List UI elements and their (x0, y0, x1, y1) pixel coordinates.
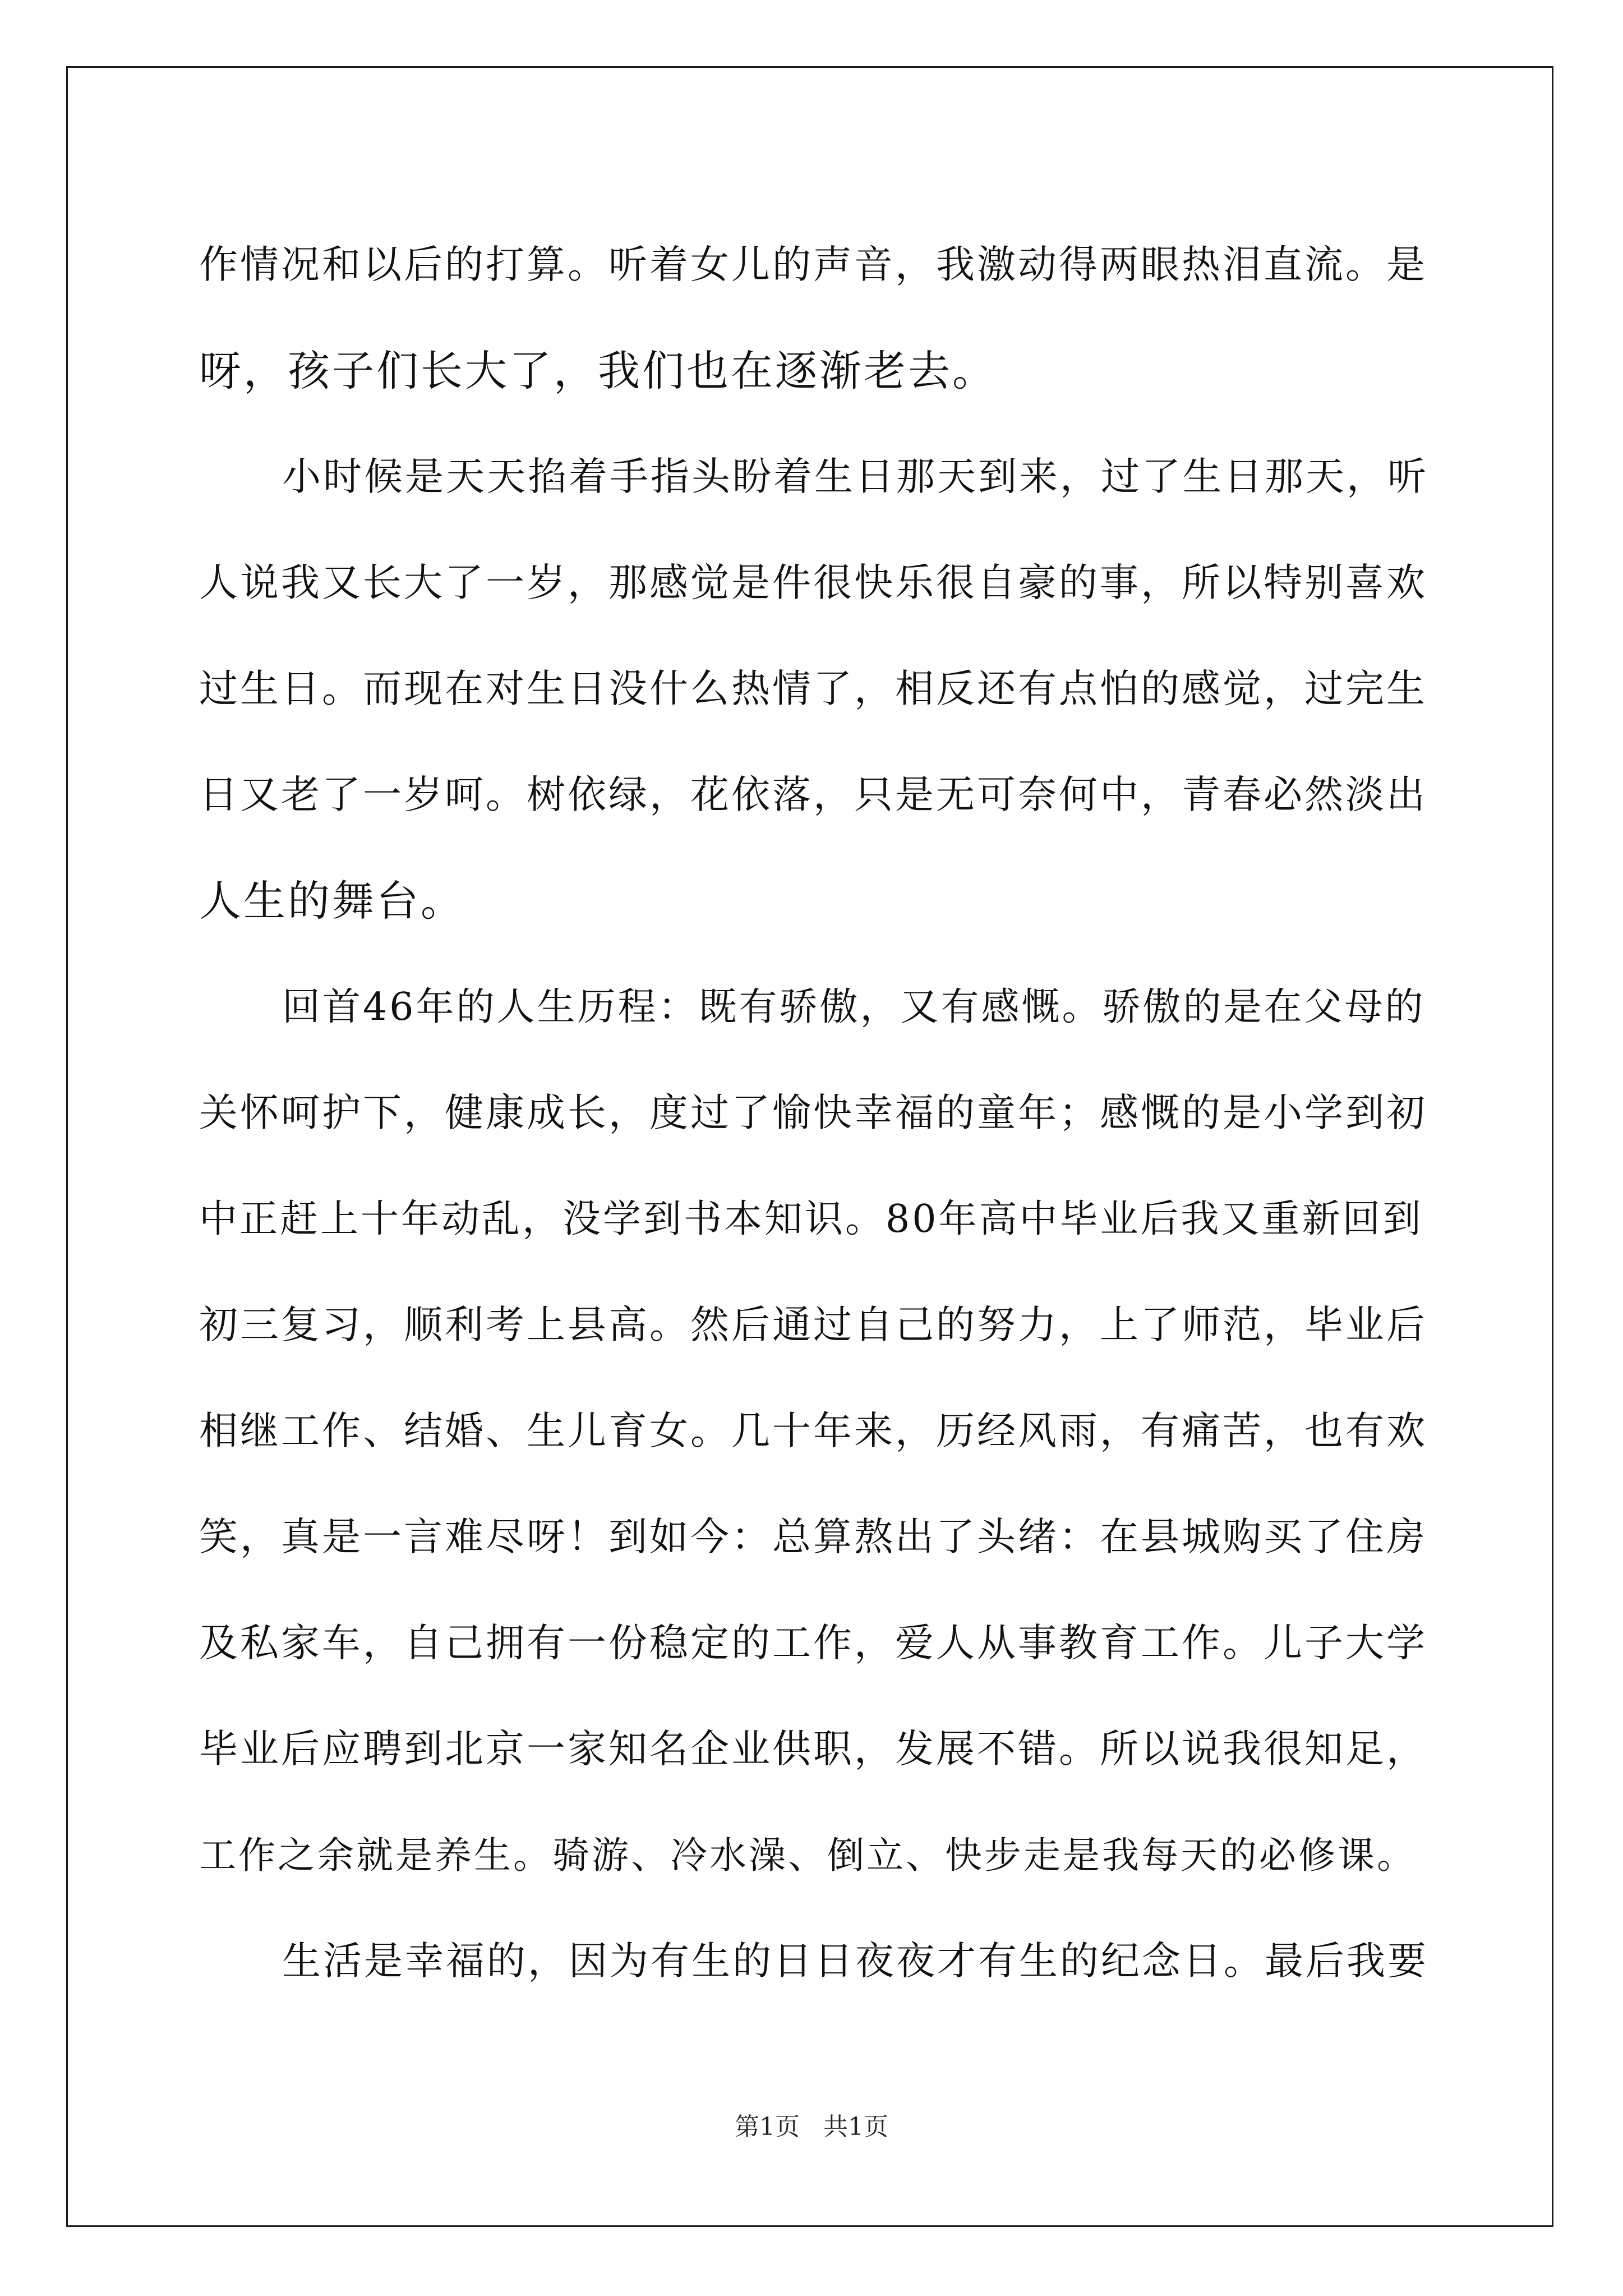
text-line: 相继工作、结婚、生儿育女。几十年来，历经风雨，有痛苦，也有欢 (199, 1409, 1427, 1453)
text-line: 中正赶上十年动乱，没学到书本知识。80年高中毕业后我又重新回到 (199, 1197, 1423, 1241)
text-line: 工作之余就是养生。骑游、冷水澡、倒立、快步走是我每天的必修课。 (199, 1834, 1416, 1877)
text-line: 及私家车，自己拥有一份稳定的工作，爱人从事教育工作。儿子大学 (199, 1621, 1427, 1665)
text-line: 回首46年的人生历程：既有骄傲，又有感慨。骄傲的是在父母的 (282, 985, 1426, 1029)
text-line: 关怀呵护下，健康成长，度过了愉快幸福的童年；感慨的是小学到初 (199, 1091, 1427, 1135)
text-line: 笑，真是一言难尽呀！到如今：总算熬出了头绪：在县城购买了住房 (199, 1515, 1427, 1559)
text-line: 人说我又长大了一岁，那感觉是件很快乐很自豪的事，所以特别喜欢 (199, 560, 1427, 605)
document-body (199, 212, 1433, 2014)
page-number-footer: 第1页 共1页 (735, 2113, 888, 2141)
text-line: 毕业后应聘到北京一家知名企业供职，发展不错。所以说我很知足， (199, 1727, 1427, 1772)
text-line: 呀，孩子们长大了，我们也在逐渐老去。 (199, 346, 997, 395)
text-line: 人生的舞台。 (199, 876, 465, 926)
text-line: 作情况和以后的打算。听着女儿的声音，我激动得两眼热泪直流。是 (199, 242, 1427, 287)
text-line: 过生日。而现在对生日没什么热情了，相反还有点怕的感觉，过完生 (199, 666, 1427, 711)
text-line: 生活是幸福的，因为有生的日日夜夜才有生的纪念日。最后我要 (282, 1939, 1428, 1984)
text-line: 日又老了一岁呵。树依绿，花依落，只是无可奈何中，青春必然淡出 (199, 772, 1427, 817)
text-line: 初三复习，顺利考上县高。然后通过自己的努力，上了师范，毕业后 (199, 1303, 1427, 1347)
text-line: 小时候是天天掐着手指头盼着生日那天到来，过了生日那天，听 (282, 454, 1428, 499)
